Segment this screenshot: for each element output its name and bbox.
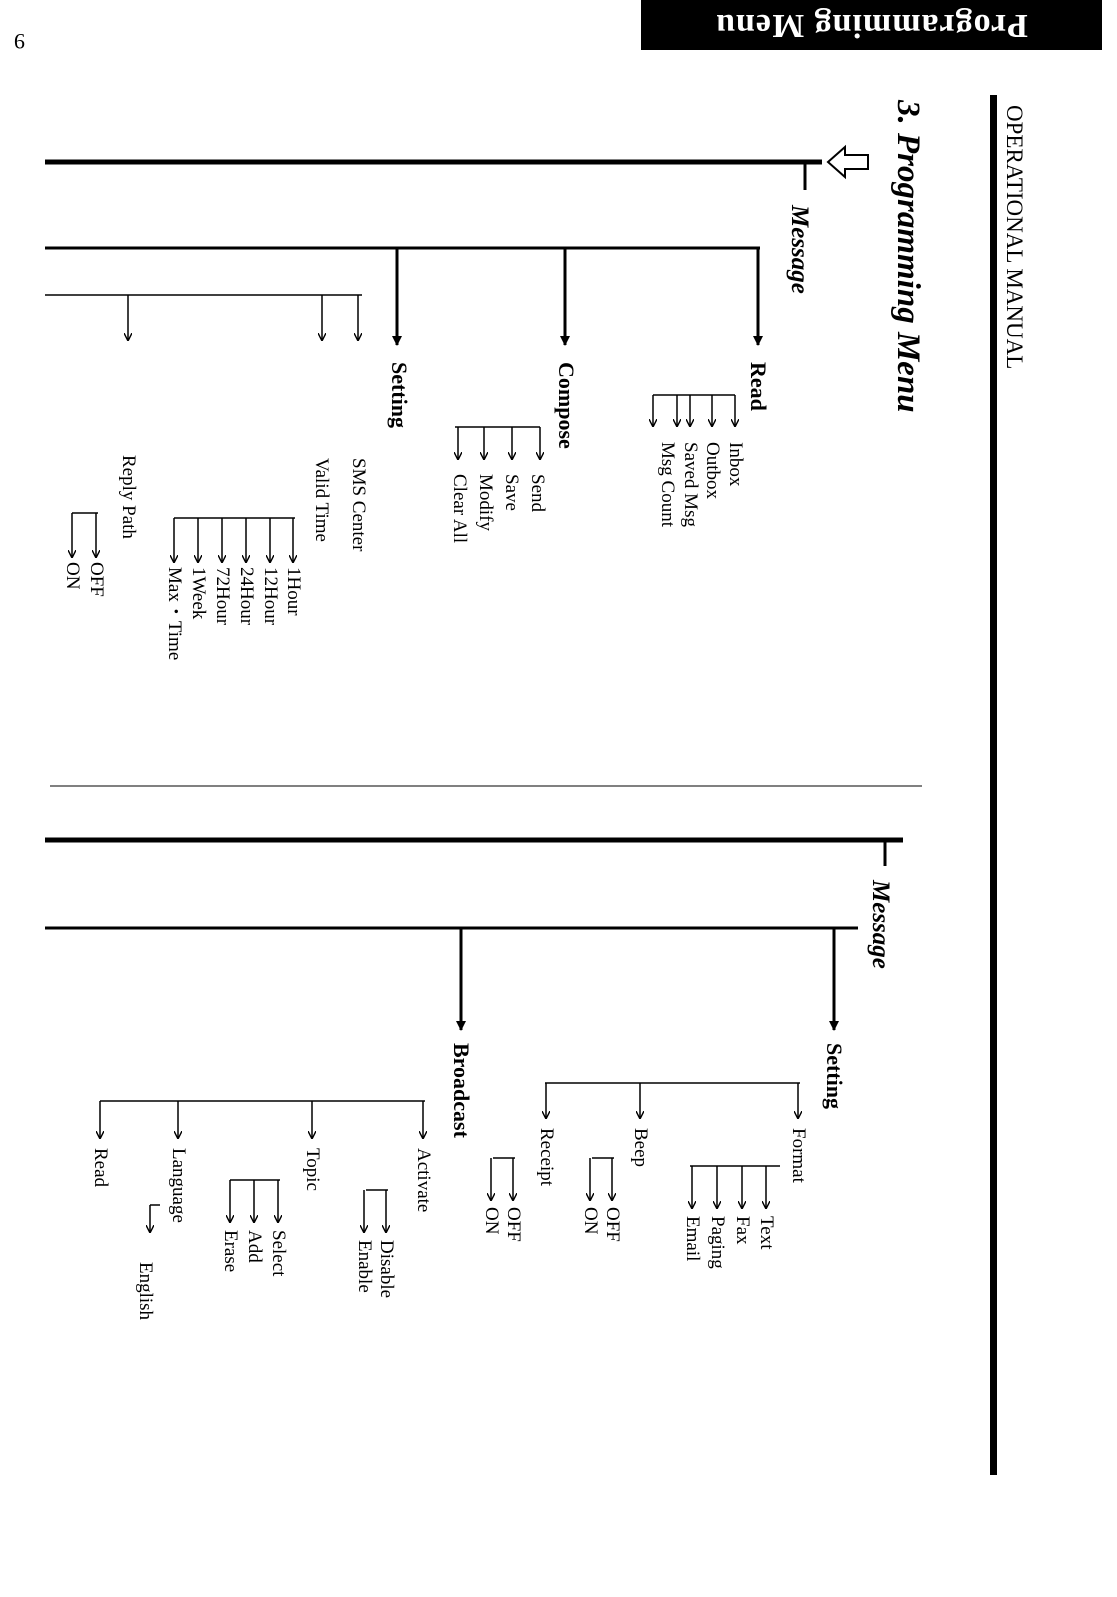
format-item-email: Email: [682, 1216, 703, 1262]
topic-item-add: Add: [244, 1230, 265, 1263]
compose-label: Compose: [554, 362, 579, 449]
receipt-label: Receipt: [536, 1128, 557, 1187]
topic-label: Topic: [302, 1148, 323, 1191]
running-header: OPERATIONAL MANUAL: [1002, 105, 1027, 370]
page-number: 9: [14, 29, 25, 54]
reply-path-item-on: ON: [62, 562, 83, 590]
format-label: Format: [788, 1128, 809, 1183]
valid-time-label: Valid Time: [311, 458, 332, 542]
format-item-text: Text: [756, 1216, 777, 1250]
beep-item-on: ON: [580, 1207, 601, 1235]
valid-time-item-72hour: 72Hour: [212, 567, 233, 626]
topic-item-select: Select: [268, 1230, 289, 1277]
beep-label: Beep: [630, 1128, 651, 1168]
read-label: Read: [746, 362, 771, 411]
sms-center-label: SMS Center: [348, 458, 369, 552]
banner-title: Programming Menu: [715, 7, 1028, 44]
setting-b-label: Setting: [822, 1043, 847, 1109]
valid-time-item-1week: 1Week: [188, 567, 209, 620]
tree-b-root-label: Message: [867, 880, 894, 969]
compose-item-save: Save: [501, 474, 522, 511]
compose-item-clear-all: Clear All: [449, 474, 470, 544]
language-item-english: English: [135, 1262, 156, 1321]
format-item-paging: Paging: [707, 1216, 728, 1269]
broadcast-label: Broadcast: [449, 1043, 474, 1138]
activate-item-disable: Disable: [376, 1240, 397, 1299]
read-item-saved-msg: Saved Msg: [680, 442, 701, 527]
format-item-fax: Fax: [732, 1216, 753, 1245]
activate-label: Activate: [413, 1148, 434, 1213]
receipt-item-on: ON: [481, 1207, 502, 1235]
language-label: Language: [168, 1148, 189, 1223]
broadcast-read-label: Read: [90, 1148, 111, 1188]
setting-a-label: Setting: [387, 362, 412, 428]
reply-path-label: Reply Path: [118, 455, 139, 539]
tree-a-root-label: Message: [786, 205, 813, 294]
beep-item-off: OFF: [602, 1207, 623, 1242]
read-item-inbox: Inbox: [725, 442, 746, 487]
valid-time-item-max-time: Max・Time: [164, 567, 185, 661]
valid-time-item-24hour: 24Hour: [236, 567, 257, 626]
compose-item-send: Send: [527, 474, 548, 512]
compose-item-modify: Modify: [475, 474, 496, 531]
topic-item-erase: Erase: [220, 1230, 241, 1273]
read-item-msg-count: Msg Count: [657, 442, 678, 527]
valid-time-item-12hour: 12Hour: [260, 567, 281, 626]
activate-item-enable: Enable: [354, 1240, 375, 1293]
receipt-item-off: OFF: [503, 1207, 524, 1242]
section-title: 3. Programming Menu: [890, 100, 926, 413]
read-item-outbox: Outbox: [702, 442, 723, 499]
reply-path-item-off: OFF: [86, 562, 107, 597]
valid-time-item-1hour: 1Hour: [283, 567, 304, 616]
